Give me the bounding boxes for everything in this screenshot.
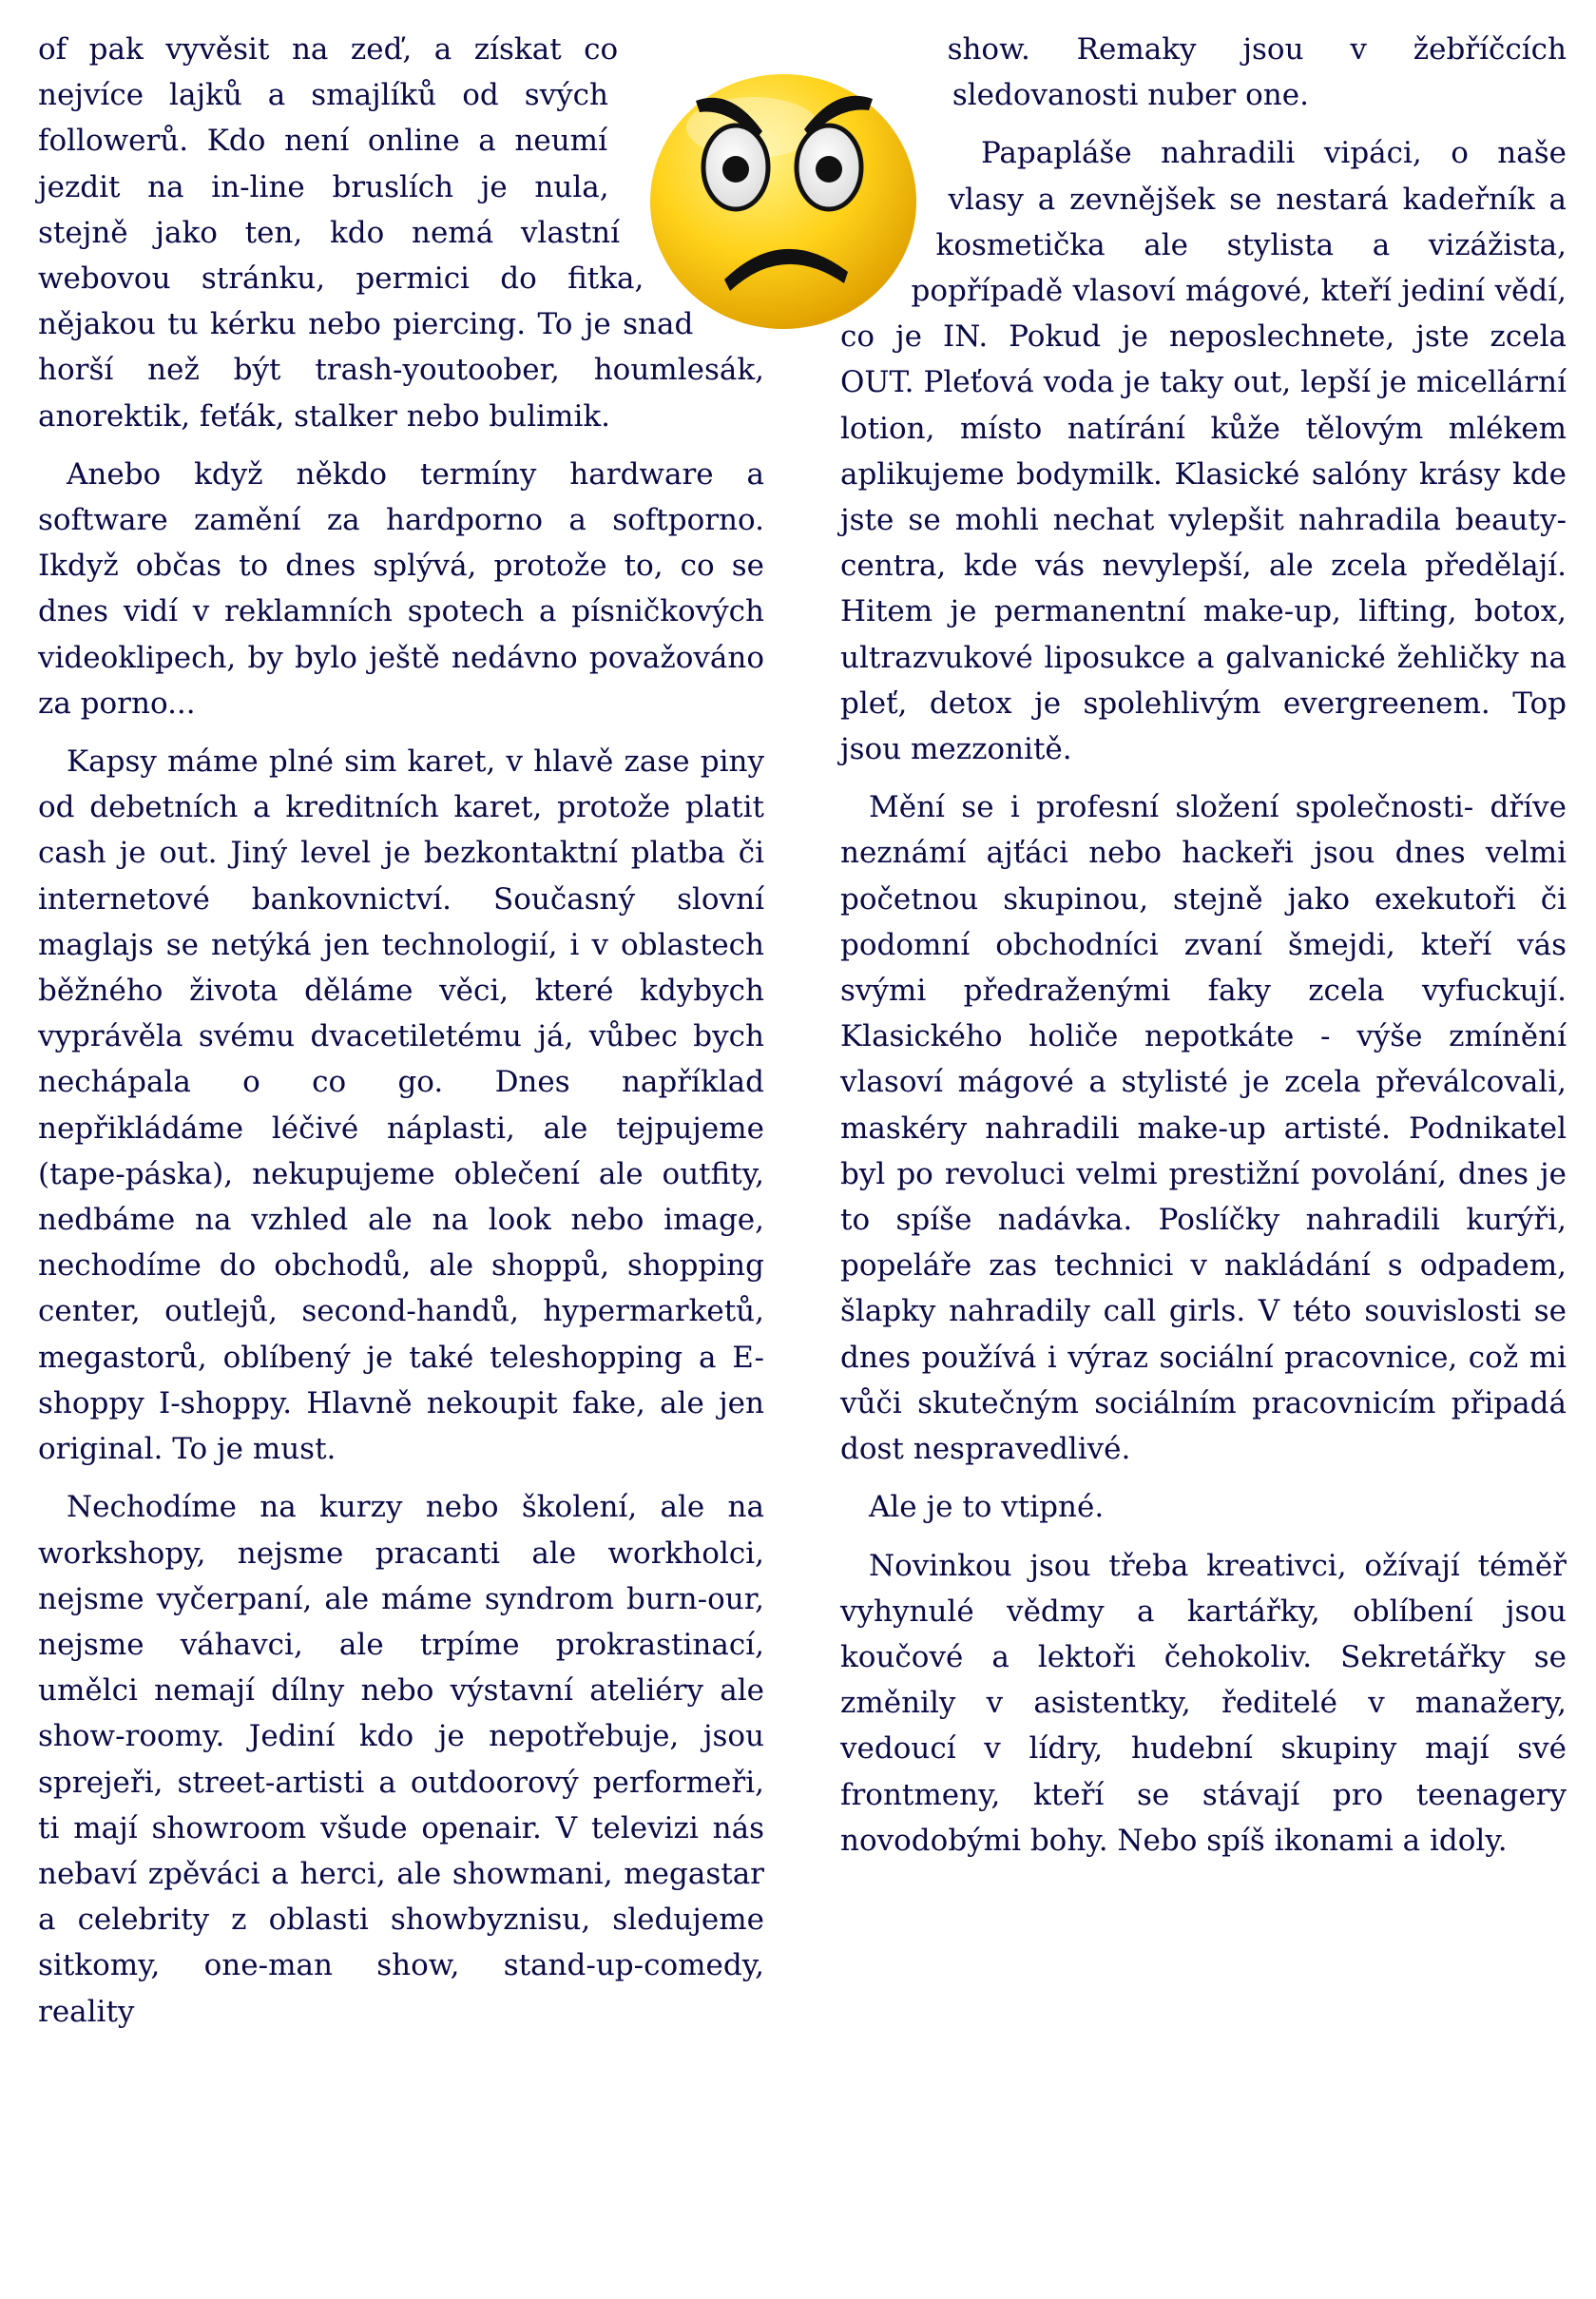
left-paragraph-2: Anebo když někdo termíny hardware a software zamění za hardporno a softporno. Ikdyž občas to dnes splývá, protože to, co se dnes vidí v reklamních spotech a písničkových videoklipech, by bylo ještě nedávno považováno za porno... xyxy=(38,456,764,721)
right-paragraph-2: Papapláše nahradili vipáci, o naše vlasy a zevnějšek se nestará kadeřník a kosmetička ale stylista a vizážista, popřípadě vlasoví mágové, kteří jediní vědí, co je IN. Pokud je neposlechnete, jste zcela OUT. Pleťová voda je taky out, lepší je micellární lotion, místo natírání kůže tělovým mlékem aplikujeme bodymilk. Klasické salóny krásy kde jste se mohli nechat vylepšit nahradila beauty-centra, kde vás nevylepší, ale zcela předělají. Hitem je permanentní make-up, lifting, botox, ultrazvukové liposukce a galvanické žehličky na pleť, detox je spolehlivým evergreenem. Top jsou mezzonitě. xyxy=(840,136,1567,767)
right-paragraph-4: Ale je to vtipné. xyxy=(869,1490,1105,1525)
right-paragraph-5: Novinkou jsou třeba kreativci, ožívají téměř vyhynulé vědmy a kartářky, oblíbení jsou koučové a lektoři čehokoliv. Sekretářky se změnily v asistentky, ředitelé v manažery, vedoucí v lídry, hudební skupiny mají své frontmeny, kteří se stávají pro teenagery novodobými bohy. Nebo spíš ikonami a idoly. xyxy=(840,1548,1567,1858)
emoji-left-pupil xyxy=(722,156,749,183)
left-paragraph-3: Kapsy máme plné sim karet, v hlavě zase piny od debetních a kreditních karet, protože platit cash je out. Jiný level je bezkontaktní platba či internetové bankovnictví. Současný slovní maglajs se netýká jen technologií, i v oblastech běžného života děláme věci, které kdybych vyprávěla svému dvacetiletému já, vůbec bych nechápala o co go. Dnes například nepřikládáme léčivé náplasti, ale tejpujeme (tape-páska), nekupujeme oblečení ale outfity, nedbáme na vzhled ale na look nebo image, nechodíme do obchodů, ale shoppů, shopping center, outlejů, second-handů, hypermarketů, megastorů, oblíbený je také teleshopping a E-shoppy I-shoppy. Hlavně nekoupit fake, ale jen original. To je must. xyxy=(38,744,764,1467)
left-paragraph-1: of pak vyvěsit na zeď, a získat co nejvíce lajků a smajlíků od svých followerů. Kdo není online a neumí jezdit na in-line bruslích je nula, stejně jako ten, kdo nemá vlastní webovou stránku, permici do fitka, nějakou tu kérku nebo piercing. To je snad horší než být trash-youtoober, houmlesák, anorektik, feťák, stalker nebo bulimik. xyxy=(38,32,764,434)
angry-face-emoji-icon xyxy=(641,51,926,337)
right-column xyxy=(840,27,1567,1876)
right-paragraph-3: Mění se i profesní složení společnosti- dříve neznámí ajťáci nebo hackeři jsou dnes velmi početnou skupinou, stejně jako exekutoři či podomní obchodníci zvaní šmejdi, kteří vás svými předraženými faky zcela vyfuckují. Klasického holiče nepotkáte - výše zmínění vlasoví mágové a stylisté je zcela převálcovali, maskéry nahradili make-up artisté. Podnikatel byl po revoluci velmi prestižní povolání, dnes je to spíše nadávka. Poslíčky nahradili kurýři, popeláře zas technici v nakládání s odpadem, šlapky nahradily call girls. V této souvislosti se dnes používá i výraz sociální pracovnice, což mi vůči skutečným sociálním pracovnicím připadá dost nespravedlivé. xyxy=(840,790,1567,1467)
left-paragraph-4: Nechodíme na kurzy nebo školení, ale na workshopy, nejsme pracanti ale workholci, nejsme vyčerpaní, ale máme syndrom burn-our, nejsme váhavci, ale trpíme prokrastinací, umělci nemají dílny nebo výstavní ateliéry ale show-roomy. Jediní kdo je nepotřebuje, jsou sprejeři, street-artisti a outdoorový performeři, ti mají showroom všude openair. V televizi nás nebaví zpěváci a herci, ale showmani, megastar a celebrity z oblasti showbyznisu, sledujeme sitkomy, one-man show, stand-up-comedy, reality xyxy=(38,1490,764,2029)
emoji-right-pupil xyxy=(816,156,842,183)
right-paragraph-1: show. Remaky jsou v žebříčcích sledovanosti nuber one. xyxy=(947,32,1567,113)
